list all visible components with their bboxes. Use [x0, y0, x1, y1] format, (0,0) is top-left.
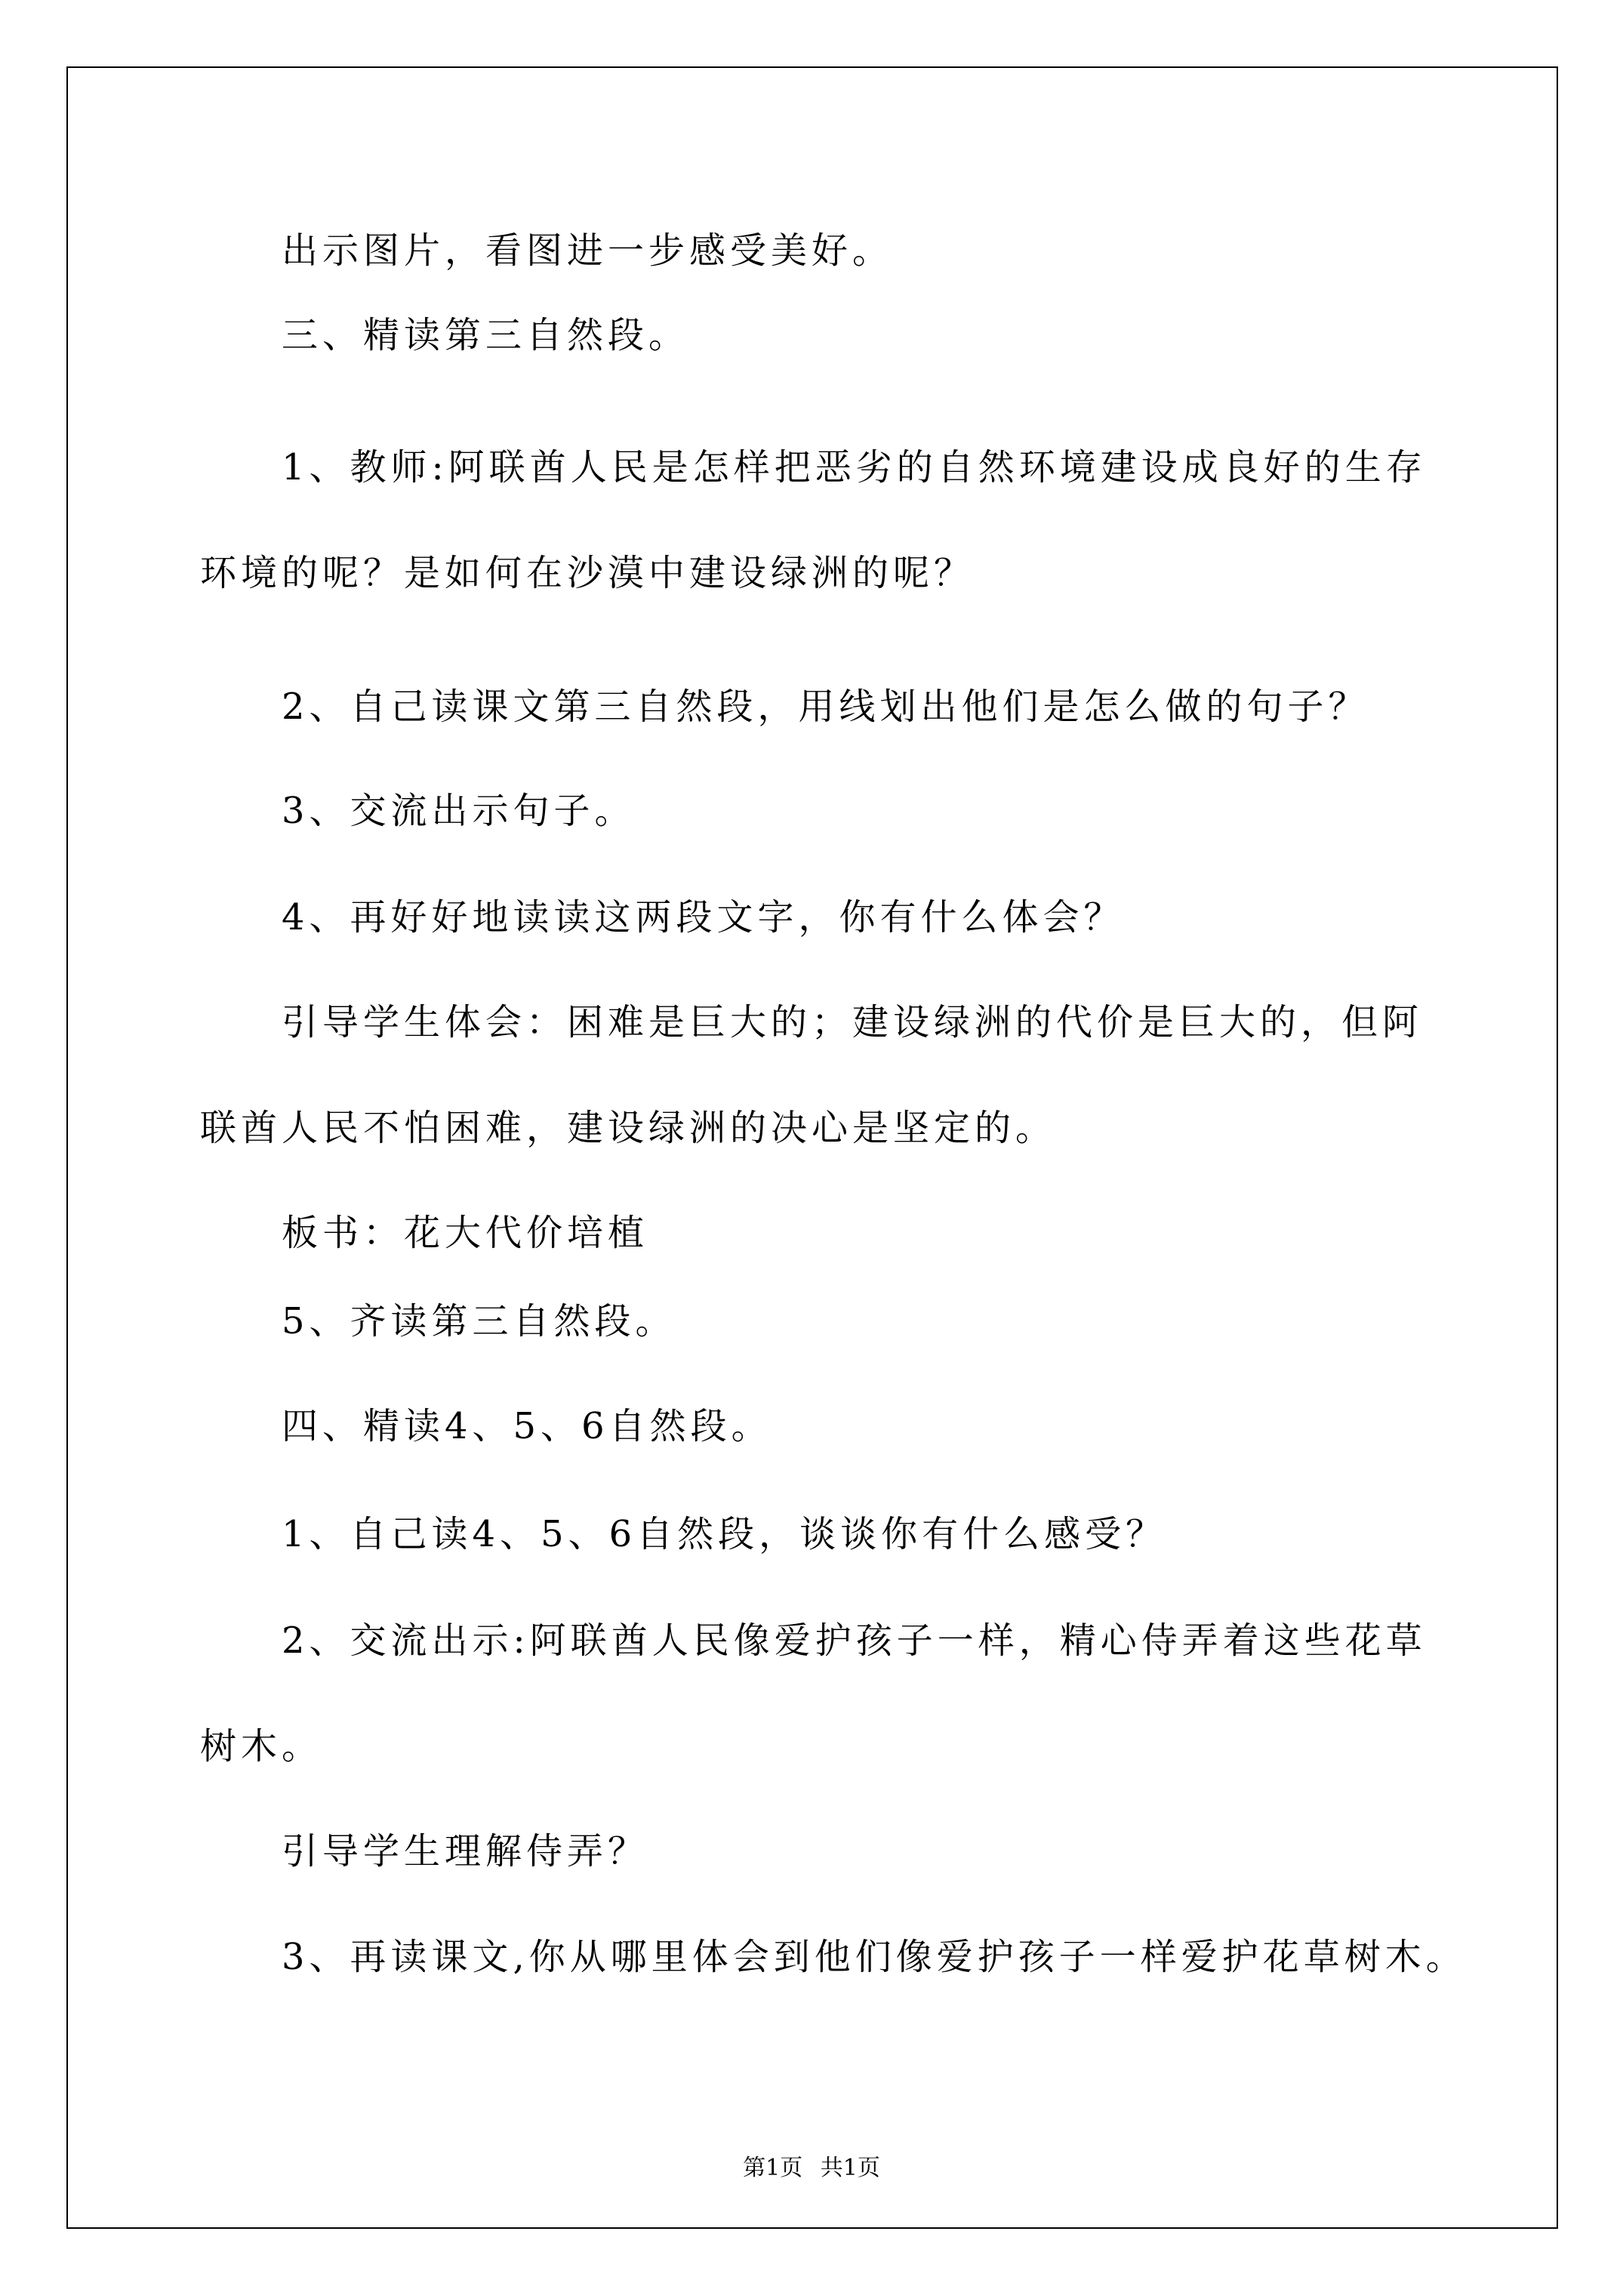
- paragraph-line: 板书：花大代价培植: [282, 1212, 649, 1254]
- paragraph-line: 3、再读课文,你从哪里体会到他们像爱护孩子一样爱护花草树木。: [282, 1936, 1467, 1978]
- section-heading: 四、精读4、5、6自然段。: [282, 1405, 772, 1447]
- section-heading: 三、精读第三自然段。: [282, 314, 690, 356]
- paragraph-line: 联酋人民不怕困难，建设绿洲的决心是坚定的。: [200, 1107, 1057, 1149]
- paragraph-line: 环境的呢？是如何在沙漠中建设绿洲的呢？: [200, 552, 975, 594]
- paragraph-line: 4、再好好地读读这两段文字，你有什么体会？: [282, 896, 1125, 938]
- paragraph-line: 3、交流出示句子。: [282, 790, 636, 832]
- paragraph-line: 2、自己读课文第三自然段，用线划出他们是怎么做的句子？: [282, 686, 1369, 728]
- paragraph-line: 5、齐读第三自然段。: [282, 1300, 676, 1342]
- paragraph-line: 引导学生理解侍弄？: [282, 1830, 649, 1872]
- page-number-footer: 第1页 共1页: [743, 2155, 880, 2181]
- paragraph-line: 出示图片，看图进一步感受美好。: [282, 230, 894, 272]
- paragraph-line: 1、教师:阿联酋人民是怎样把恶劣的自然环境建设成良好的生存: [282, 446, 1427, 488]
- paragraph-line: 2、交流出示:阿联酋人民像爱护孩子一样，精心侍弄着这些花草: [282, 1620, 1427, 1662]
- paragraph-line: 1、自己读4、5、6自然段，谈谈你有什么感受？: [282, 1513, 1167, 1555]
- paragraph-line: 树木。: [200, 1725, 323, 1767]
- paragraph-line: 引导学生体会：困难是巨大的；建设绿洲的代价是巨大的，但阿: [282, 1001, 1424, 1043]
